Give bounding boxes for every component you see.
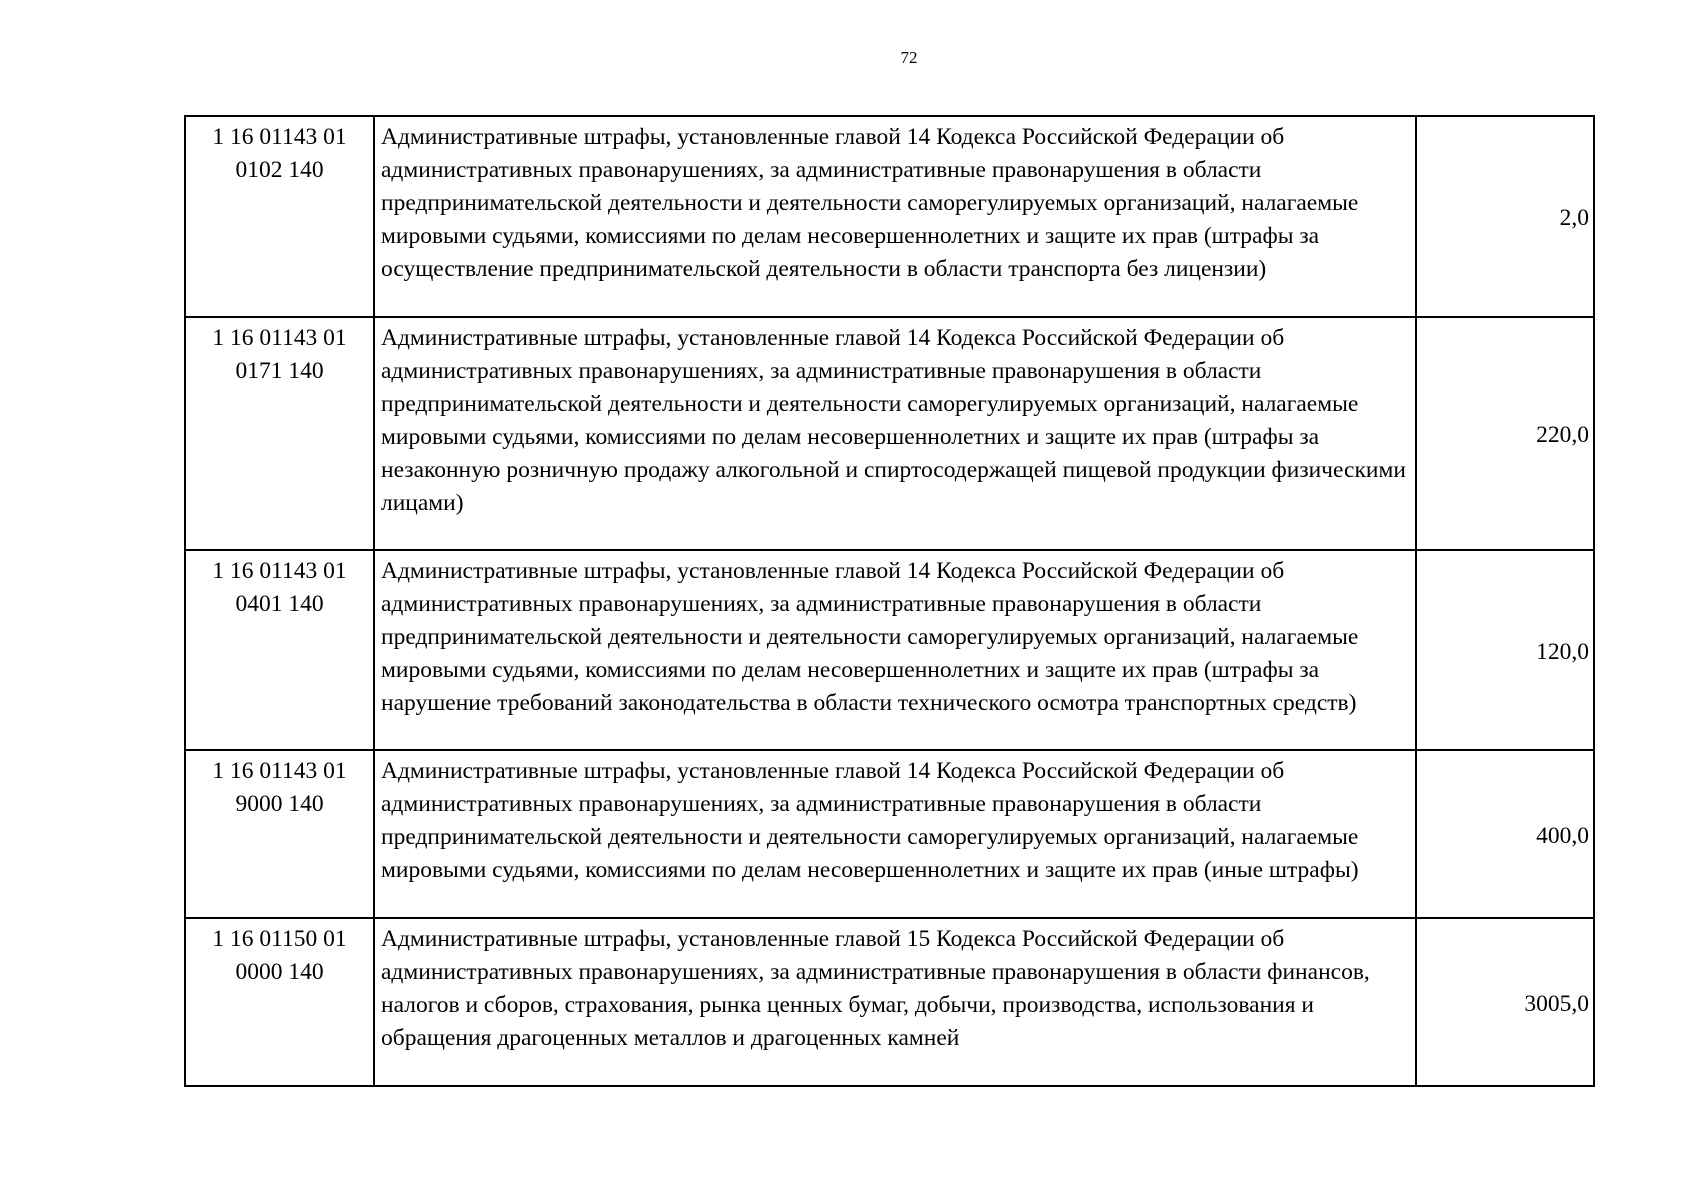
budget-code-line: 9000 140 — [235, 791, 324, 817]
budget-code-line: 1 16 01143 01 — [212, 758, 347, 784]
budget-code-line: 1 16 01143 01 — [212, 558, 347, 584]
amount-cell: 3005,0 — [1416, 918, 1594, 1086]
budget-code-line: 1 16 01143 01 — [212, 325, 347, 351]
budget-code-line: 0000 140 — [235, 959, 324, 985]
table-row — [185, 317, 1594, 550]
budget-table — [184, 115, 1595, 1087]
description-cell: Административные штрафы, установленные главой 14 Кодекса Российской Федерации об административных правонарушениях, за административные правонарушения в области предпринимательской деятельности и деятельности саморегулируемых организаций, налагаемые мировыми судьями, комиссиями по делам несовершеннолетних и защите их прав (штрафы за незаконную розничную продажу алкогольной и спиртосодержащей пищевой продукции физическими лицами) — [374, 317, 1416, 550]
budget-code-cell — [185, 317, 374, 550]
description-cell: Административные штрафы, установленные главой 14 Кодекса Российской Федерации об административных правонарушениях, за административные правонарушения в области предпринимательской деятельности и деятельности саморегулируемых организаций, налагаемые мировыми судьями, комиссиями по делам несовершеннолетних и защите их прав (иные штрафы) — [374, 750, 1416, 918]
table-row — [185, 550, 1594, 750]
amount-cell: 2,0 — [1416, 116, 1594, 317]
description-cell: Административные штрафы, установленные главой 14 Кодекса Российской Федерации об административных правонарушениях, за административные правонарушения в области предпринимательской деятельности и деятельности саморегулируемых организаций, налагаемые мировыми судьями, комиссиями по делам несовершеннолетних и защите их прав (штрафы за нарушение требований законодательства в области технического осмотра транспортных средств) — [374, 550, 1416, 750]
amount-cell: 220,0 — [1416, 317, 1594, 550]
amount-cell: 120,0 — [1416, 550, 1594, 750]
budget-code-line: 0171 140 — [235, 358, 324, 384]
page-number: 72 — [900, 48, 918, 67]
budget-code-cell — [185, 918, 374, 1086]
description-cell: Административные штрафы, установленные главой 15 Кодекса Российской Федерации об административных правонарушениях, за административные правонарушения в области финансов, налогов и сборов, страхования, рынка ценных бумаг, добычи, производства, использования и обращения драгоценных металлов и драгоценных камней — [374, 918, 1416, 1086]
budget-code-line: 1 16 01150 01 — [212, 926, 347, 952]
table-row — [185, 750, 1594, 918]
budget-code-line: 0102 140 — [235, 157, 324, 183]
budget-code-cell — [185, 116, 374, 317]
budget-code-cell — [185, 550, 374, 750]
description-cell: Административные штрафы, установленные главой 14 Кодекса Российской Федерации об административных правонарушениях, за административные правонарушения в области предпринимательской деятельности и деятельности саморегулируемых организаций, налагаемые мировыми судьями, комиссиями по делам несовершеннолетних и защите их прав (штрафы за осуществление предпринимательской деятельности в области транспорта без лицензии) — [374, 116, 1416, 317]
budget-code-line: 1 16 01143 01 — [212, 124, 347, 150]
table-row — [185, 116, 1594, 317]
amount-cell: 400,0 — [1416, 750, 1594, 918]
table-row — [185, 918, 1594, 1086]
budget-code-cell — [185, 750, 374, 918]
budget-code-line: 0401 140 — [235, 591, 324, 617]
